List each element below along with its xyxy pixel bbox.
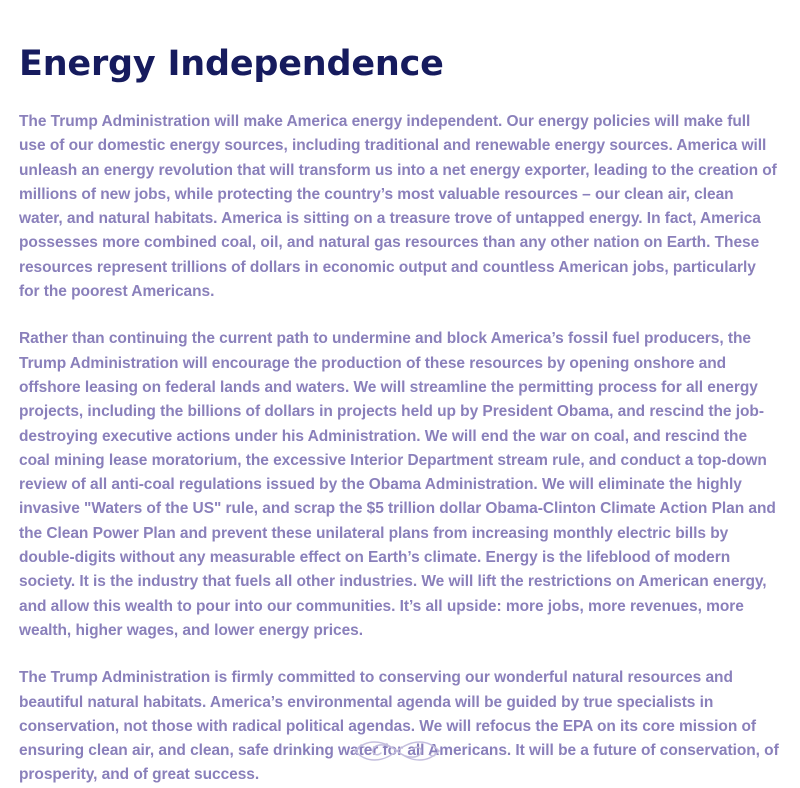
paragraph-1: The Trump Administration will make America energy independent. Our energy policies will make full use of our domestic energy sources, including traditional and renewable energy sources. America will unleash an energy revolution that will transform us into a net energy exporter, leading to the creation of millions of new jobs, while protecting the country’s most valuable resources – our clean air, clean water, and natural habitats. America is sitting on a treasure trove of untapped energy. In fact, America possesses more combined coal, oil, and natural gas resources than any other nation on Earth. These resources represent trillions of dollars in economic output and countless American jobs, particularly for the poorest Americans.: [19, 113, 777, 301]
paragraph-2: Rather than continuing the current path to undermine and block America’s fossil fuel producers, the Trump Administration will encourage the production of these resources by opening onshore and offshore leasing on federal lands and waters. We will streamline the permitting process for all energy projects, including the billions of dollars in projects held up by President Obama, and rescind the job-destroying executive actions under his Administration. We will end the war on coal, and rescind the coal mining lease moratorium, the excessive Interior Department stream rule, and conduct a top-down review of all anti-coal regulations issued by the Obama Administration. We will eliminate the highly invasive "Waters of the US" rule, and scrap the $5 trillion dollar Obama-Clinton Climate Action Plan and the Clean Power Plan and prevent these unilateral plans from increasing monthly electric bills by double-digits without any measurable effect on Earth’s climate. Energy is the lifeblood of modern society. It is the industry that fuels all other industries. We will lift the restrictions on American energy, and allow this wealth to pour into our communities. It’s all upside: more jobs, more revenues, more wealth, higher wages, and lower energy prices.: [19, 330, 776, 639]
page-title: Energy Independence: [19, 44, 444, 84]
flourish-divider-icon: [352, 733, 442, 769]
paragraph-3: The Trump Administration is firmly committed to conserving our wonderful natural resources and beautiful natural habitats. America’s environmental agenda will be guided by true specialists in conservation, not those with radical political agendas. We will refocus the EPA on its core mission of ensuring clean air, and clean, safe drinking water for all Americans. It will be a future of conservation, of prosperity, and of great success.: [19, 669, 779, 784]
